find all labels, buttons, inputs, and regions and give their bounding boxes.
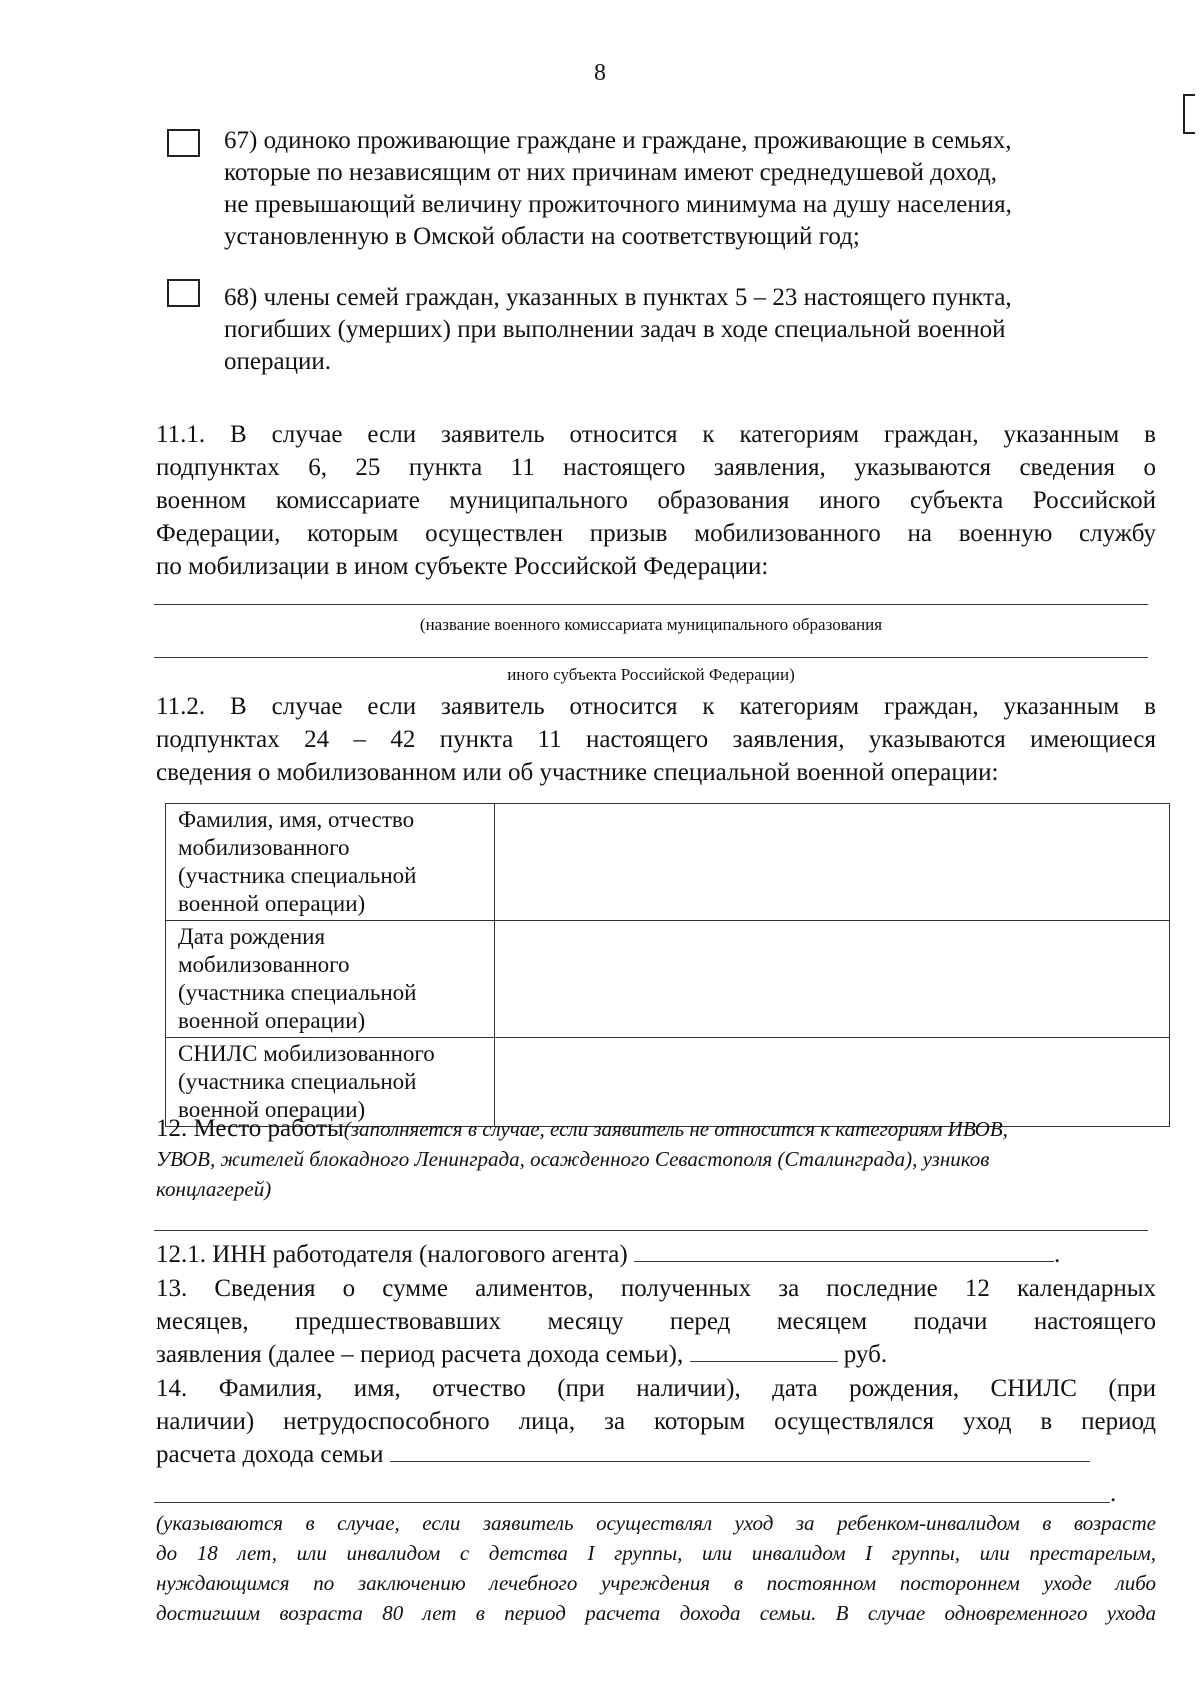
checkbox-item-67[interactable]: [167, 129, 200, 157]
table-label-cell: [166, 804, 495, 921]
employer-inn-input[interactable]: [634, 1241, 1054, 1262]
section-14-line: наличии) нетрудоспособного лица, за которым осуществлялся уход в период: [156, 1408, 1156, 1435]
section-11-1-line: Федерации, которым осуществлен призыв мобилизованного на военную службу: [156, 520, 1156, 547]
note-line: до 18 лет, или инвалидом с детства I группы, или инвалидом I группы, или престарелым,: [156, 1541, 1156, 1565]
section-12: [156, 1114, 1166, 1204]
item-68-line: операции.: [224, 348, 331, 375]
section-14-end: .: [1110, 1480, 1117, 1507]
section-12-note: УВОВ, жителей блокадного Ленинграда, осажденного Севастополя (Сталинграда), узников: [156, 1147, 990, 1171]
section-12-note: концлагерей): [156, 1177, 272, 1201]
section-12-1-text: 12.1. ИНН работодателя (налогового агента): [156, 1241, 628, 1268]
label-line: (участника специальной: [178, 1069, 417, 1094]
label-line: (участника специальной: [178, 863, 417, 888]
item-67-line: установленную в Омской области на соответствующий год;: [224, 223, 860, 250]
checkbox-item-68[interactable]: [167, 279, 200, 307]
section-11-1-line: по мобилизации в ином субъекте Российской Федерации:: [156, 553, 769, 580]
item-67-line: которые по независящим от них причинам имеют среднедушевой доход,: [224, 159, 998, 186]
section-11-2-line: подпунктах 24 – 42 пункта 11 настоящего заявления, указываются имеющиеся: [156, 726, 1156, 753]
scan-edge-mark: [1183, 94, 1195, 134]
table-label-cell: [166, 921, 495, 1038]
item-67-line: 67) одиноко проживающие граждане и граждане, проживающие в семьях,: [224, 127, 1012, 154]
section-12-title: 12. Место работы: [156, 1115, 344, 1142]
section-11-1-line: военном комиссариате муниципального образования иного субъекта Российской: [156, 487, 1156, 514]
label-line: военной операции): [178, 1097, 366, 1122]
section-13-line: 13. Сведения о сумме алиментов, полученных за последние 12 календарных: [156, 1275, 1156, 1302]
full-name-value-cell[interactable]: [495, 804, 1170, 921]
note-line: (указываются в случае, если заявитель осуществлял уход за ребенком-инвалидом в возрасте: [156, 1511, 1156, 1535]
note-line: нуждающимся по заключению лечебного учреждения в постоянном постороннем уходе либо: [156, 1571, 1156, 1595]
section-11-2-line: сведения о мобилизованном или об участнике специальной военной операции:: [156, 759, 999, 786]
item-68-text: [224, 282, 1154, 378]
note-line: достигшим возраста 80 лет в период расчета дохода семьи. В случае одновременного ухода: [156, 1601, 1156, 1625]
label-line: Дата рождения: [178, 924, 326, 949]
caption-military-office: (название военного комиссариата муниципального образования: [419, 615, 883, 634]
section-11-2-line: 11.2. В случае если заявитель относится к категориям граждан, указанным в: [156, 693, 1156, 720]
section-14-note: [156, 1508, 1156, 1628]
table-row: [166, 921, 1170, 1038]
dependent-person-line-2[interactable]: [154, 1502, 1110, 1503]
item-67-text: [224, 125, 1154, 253]
section-12-1: [156, 1238, 1166, 1271]
section-11-1-line: 11.1. В случае если заявитель относится к категориям граждан, указанным в: [156, 421, 1156, 448]
section-14-line: расчета дохода семьи: [156, 1441, 384, 1468]
section-13-line: заявления (далее – период расчета дохода семьи),: [156, 1341, 684, 1368]
label-line: военной операции): [178, 891, 366, 916]
table-row: [166, 804, 1170, 921]
birth-date-value-cell[interactable]: [495, 921, 1170, 1038]
section-12-1-end: .: [1053, 1241, 1061, 1268]
label-line: Фамилия, имя, отчество: [178, 807, 415, 832]
label-line: СНИЛС мобилизованного: [178, 1041, 435, 1066]
caption-military-office-2: иного субъекта Российской Федерации): [507, 665, 795, 684]
label-line: мобилизованного: [178, 835, 350, 860]
label-line: мобилизованного: [178, 952, 350, 977]
section-11-2: [156, 690, 1156, 789]
section-13-line: месяцев, предшествовавших месяцу перед месяцем подачи настоящего: [156, 1308, 1156, 1335]
label-line: военной операции): [178, 1008, 366, 1033]
section-11-1-line: подпунктах 6, 25 пункта 11 настоящего заявления, указываются сведения о: [156, 454, 1156, 481]
page-number: 8: [594, 60, 606, 86]
item-68-line: 68) члены семей граждан, указанных в пунктах 5 – 23 настоящего пункта,: [224, 284, 1012, 311]
military-office-line-1[interactable]: [154, 604, 1148, 605]
section-11-1: [156, 418, 1156, 583]
section-13-currency: руб.: [843, 1341, 888, 1368]
label-line: (участника специальной: [178, 980, 417, 1005]
alimony-amount-input[interactable]: [690, 1341, 838, 1362]
item-67-line: не превышающий величину прожиточного минимума на душу населения,: [224, 191, 1012, 218]
mobilized-info-table: [165, 803, 1170, 1127]
section-13: [156, 1272, 1156, 1371]
section-14-line: 14. Фамилия, имя, отчество (при наличии), дата рождения, СНИЛС (при: [156, 1375, 1156, 1402]
military-office-line-2[interactable]: [154, 657, 1148, 658]
section-14: [156, 1372, 1156, 1471]
section-12-note: (заполняется в случае, если заявитель не относится к категориям ИВОВ,: [343, 1117, 1008, 1141]
dependent-person-input[interactable]: [390, 1441, 1090, 1462]
workplace-line[interactable]: [154, 1230, 1148, 1231]
item-68-line: погибших (умерших) при выполнении задач в ходе специальной военной: [224, 316, 1006, 343]
